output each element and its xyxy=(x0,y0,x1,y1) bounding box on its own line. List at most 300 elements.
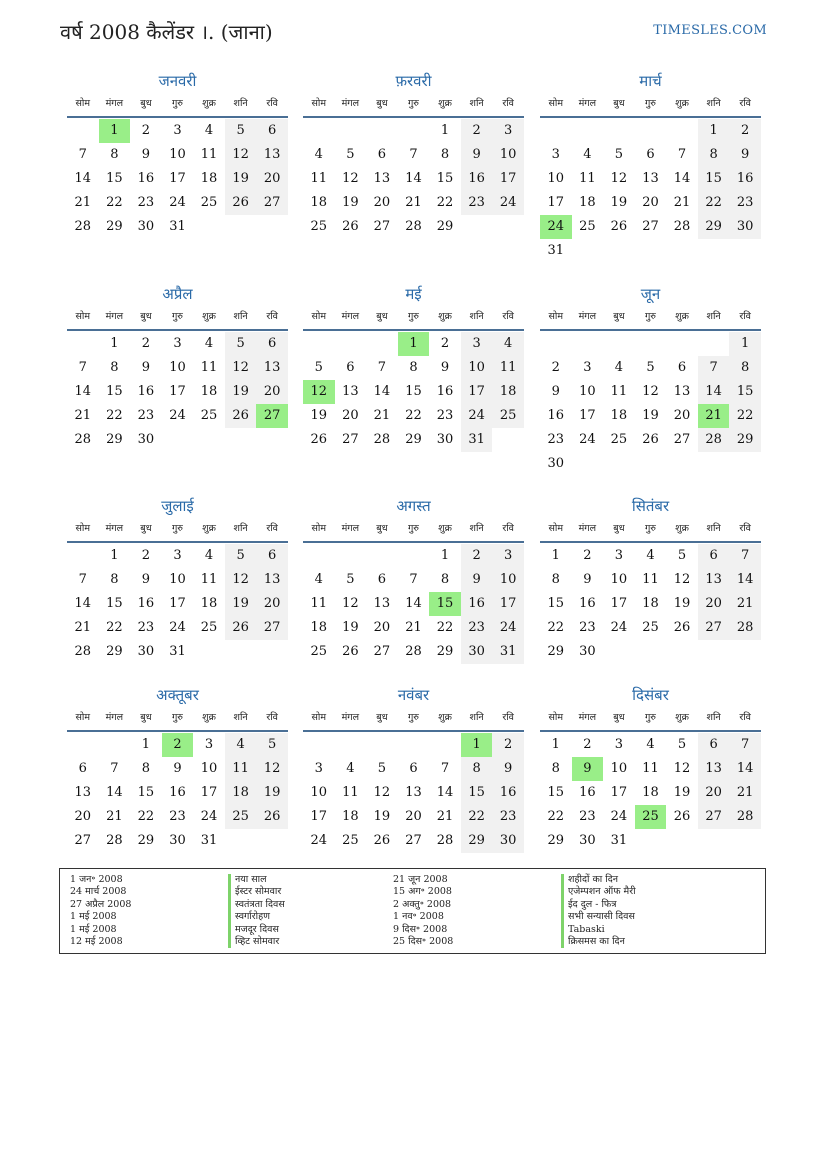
day-cell: 16 xyxy=(137,384,155,399)
empty-cell xyxy=(366,733,398,757)
legend-dates-left xyxy=(70,874,131,948)
day-cell: 20 xyxy=(373,195,391,210)
day-cell: 15 xyxy=(698,167,730,191)
day-cell: 2 xyxy=(141,336,151,351)
weekday-label: शुक्र xyxy=(202,98,216,109)
day-cell: 8 xyxy=(729,356,761,380)
day-cell: 19 xyxy=(225,380,257,404)
legend-names-right xyxy=(561,874,636,948)
month-block xyxy=(540,684,761,853)
weekday-label: शुक्र xyxy=(202,311,216,322)
day-cell: 25 xyxy=(200,195,218,210)
weekday-label: गुरु xyxy=(407,98,419,109)
day-cell: 13 xyxy=(373,171,391,186)
day-cell: 1 xyxy=(729,332,761,356)
day-cell: 6 xyxy=(646,147,655,162)
day-grid xyxy=(303,733,524,853)
day-cell: 18 xyxy=(342,809,359,824)
weekday-label: रवि xyxy=(739,311,751,322)
day-cell: 13 xyxy=(74,785,92,800)
weekday-header xyxy=(67,706,288,732)
day-cell: 13 xyxy=(256,356,288,380)
day-cell: 2 xyxy=(492,733,524,757)
weekday-label: शनि xyxy=(706,712,721,723)
empty-cell xyxy=(335,733,367,757)
day-cell: 28 xyxy=(106,833,123,848)
weekday-label: शुक्र xyxy=(438,311,452,322)
day-cell: 30 xyxy=(729,215,761,239)
day-cell: 15 xyxy=(106,171,123,186)
weekday-label: गुरु xyxy=(171,712,183,723)
month-block xyxy=(303,684,524,853)
empty-cell xyxy=(366,332,398,356)
day-cell: 2 xyxy=(141,123,151,138)
day-cell: 24 xyxy=(169,408,186,423)
day-cell: 11 xyxy=(200,572,218,587)
weekday-label: सोम xyxy=(548,98,564,109)
day-cell: 28 xyxy=(74,644,92,659)
day-cell: 16 xyxy=(169,785,186,800)
empty-cell xyxy=(603,332,635,356)
day-cell: 20 xyxy=(256,380,288,404)
empty-cell xyxy=(335,119,367,143)
weekday-label: मंगल xyxy=(341,311,360,322)
day-cell: 21 xyxy=(729,592,761,616)
legend-holiday-name: नया साल xyxy=(228,874,285,886)
day-cell: 27 xyxy=(373,219,391,234)
day-cell: 7 xyxy=(729,544,761,568)
day-cell: 30 xyxy=(579,644,596,659)
day-cell: 28 xyxy=(673,219,691,234)
day-cell: 27 xyxy=(698,805,730,829)
day-cell: 24 xyxy=(169,620,186,635)
weekday-label: बुध xyxy=(140,98,152,109)
weekday-label: गुरु xyxy=(644,523,656,534)
day-cell: 9 xyxy=(551,384,560,399)
day-cell: 1 xyxy=(698,119,730,143)
day-cell: 5 xyxy=(346,147,355,162)
day-cell: 8 xyxy=(551,572,560,587)
day-cell: 9 xyxy=(461,143,493,167)
day-cell: 23 xyxy=(579,809,596,824)
weekday-label: शनि xyxy=(706,98,721,109)
day-cell: 6 xyxy=(256,544,288,568)
legend-date: 24 मार्च 2008 xyxy=(70,886,127,898)
day-cell: 16 xyxy=(492,781,524,805)
weekday-header xyxy=(67,517,288,543)
day-cell: 28 xyxy=(729,616,761,640)
empty-cell xyxy=(540,119,572,143)
day-cell: 7 xyxy=(729,733,761,757)
legend-holiday-name: व्हिट सोमवार xyxy=(228,936,285,948)
weekday-label: सोम xyxy=(75,712,91,723)
weekday-label: मंगल xyxy=(105,523,124,534)
day-cell: 20 xyxy=(373,620,391,635)
page-title: वर्ष 2008 कैलेंडर ।. (जाना) xyxy=(60,20,273,44)
day-cell: 25 xyxy=(492,404,524,428)
day-cell: 14 xyxy=(436,785,454,800)
day-cell: 5 xyxy=(225,544,257,568)
weekday-label: गुरु xyxy=(407,311,419,322)
day-cell: 6 xyxy=(698,544,730,568)
day-cell: 3 xyxy=(551,147,560,162)
holiday-day: 12 xyxy=(303,380,335,404)
weekday-label: शुक्र xyxy=(438,712,452,723)
day-cell: 3 xyxy=(173,123,182,138)
day-cell: 12 xyxy=(373,785,391,800)
day-cell: 24 xyxy=(492,191,524,215)
day-cell: 6 xyxy=(377,572,387,587)
month-name: फ़रवरी xyxy=(395,72,432,90)
month-name: अगस्त xyxy=(396,497,431,515)
legend-date: 1 मई 2008 xyxy=(70,911,117,923)
day-cell: 7 xyxy=(78,147,87,162)
day-cell: 24 xyxy=(169,195,186,210)
legend-date: 9 दिस॰ 2008 xyxy=(393,923,448,935)
day-cell: 28 xyxy=(373,432,391,447)
day-cell: 26 xyxy=(225,191,257,215)
day-cell: 27 xyxy=(405,833,422,848)
holiday-day: 24 xyxy=(540,215,572,239)
day-cell: 4 xyxy=(314,572,323,587)
weekday-label: सोम xyxy=(75,523,91,534)
day-cell: 18 xyxy=(642,596,659,611)
day-cell: 20 xyxy=(698,592,730,616)
day-cell: 26 xyxy=(610,219,628,234)
day-cell: 12 xyxy=(642,384,659,399)
day-cell: 20 xyxy=(256,167,288,191)
day-grid xyxy=(67,332,288,452)
day-cell: 12 xyxy=(342,596,359,611)
day-cell: 3 xyxy=(614,737,624,752)
day-cell: 22 xyxy=(436,620,454,635)
day-cell: 11 xyxy=(642,572,659,587)
weekday-label: मंगल xyxy=(578,311,597,322)
empty-cell xyxy=(303,733,335,757)
day-cell: 7 xyxy=(409,147,418,162)
day-cell: 31 xyxy=(169,644,186,659)
weekday-label: शनि xyxy=(469,98,484,109)
day-cell: 11 xyxy=(310,171,328,186)
holiday-day: 27 xyxy=(256,404,288,428)
day-cell: 22 xyxy=(461,805,493,829)
weekday-label: बुध xyxy=(140,712,152,723)
month-name: सितंबर xyxy=(631,497,670,515)
legend-holiday-name: ईस्टर सोमवार xyxy=(228,886,285,898)
day-grid xyxy=(303,119,524,239)
day-cell: 31 xyxy=(461,428,493,452)
day-cell: 21 xyxy=(74,195,92,210)
day-cell: 17 xyxy=(610,785,628,800)
day-cell: 16 xyxy=(579,785,596,800)
day-cell: 5 xyxy=(256,733,288,757)
day-cell: 15 xyxy=(729,380,761,404)
day-cell: 29 xyxy=(698,215,730,239)
day-cell: 22 xyxy=(729,404,761,428)
day-cell: 18 xyxy=(200,384,218,399)
day-cell: 27 xyxy=(342,432,359,447)
empty-cell xyxy=(398,119,430,143)
day-cell: 5 xyxy=(614,147,624,162)
day-cell: 19 xyxy=(342,620,359,635)
day-cell: 29 xyxy=(106,644,123,659)
day-cell: 18 xyxy=(492,380,524,404)
day-cell: 26 xyxy=(642,432,659,447)
day-cell: 28 xyxy=(729,805,761,829)
day-cell: 10 xyxy=(310,785,328,800)
day-cell: 22 xyxy=(436,195,454,210)
day-cell: 17 xyxy=(461,380,493,404)
day-cell: 11 xyxy=(492,356,524,380)
day-cell: 12 xyxy=(610,171,628,186)
day-cell: 26 xyxy=(225,404,257,428)
day-cell: 7 xyxy=(677,147,687,162)
weekday-label: शनि xyxy=(469,311,484,322)
day-cell: 31 xyxy=(610,833,628,848)
empty-cell xyxy=(572,119,604,143)
weekday-label: रवि xyxy=(739,98,751,109)
day-cell: 2 xyxy=(461,544,493,568)
month-block xyxy=(67,684,288,853)
day-cell: 3 xyxy=(583,360,592,375)
day-cell: 17 xyxy=(169,596,186,611)
day-cell: 17 xyxy=(492,592,524,616)
day-cell: 20 xyxy=(698,781,730,805)
day-cell: 27 xyxy=(256,616,288,640)
day-cell: 5 xyxy=(677,548,687,563)
day-cell: 29 xyxy=(405,432,422,447)
day-cell: 30 xyxy=(547,456,565,471)
day-cell: 2 xyxy=(440,336,450,351)
day-cell: 23 xyxy=(492,805,524,829)
weekday-label: शुक्र xyxy=(675,712,689,723)
day-cell: 30 xyxy=(169,833,186,848)
day-cell: 9 xyxy=(141,572,151,587)
day-cell: 9 xyxy=(173,761,182,776)
day-cell: 14 xyxy=(106,785,123,800)
day-cell: 23 xyxy=(729,191,761,215)
day-cell: 30 xyxy=(137,219,155,234)
day-cell: 21 xyxy=(405,195,422,210)
legend-names-left xyxy=(228,874,285,948)
month-name: मई xyxy=(405,285,422,303)
day-cell: 14 xyxy=(698,380,730,404)
legend-holiday-name: एजेम्पशन ऑफ मैरी xyxy=(561,886,636,898)
legend-date: 15 अग॰ 2008 xyxy=(393,886,452,898)
weekday-label: रवि xyxy=(502,712,514,723)
holiday-day: 25 xyxy=(635,805,667,829)
day-cell: 18 xyxy=(225,781,257,805)
weekday-label: शुक्र xyxy=(675,523,689,534)
day-cell: 26 xyxy=(256,805,288,829)
weekday-label: शुक्र xyxy=(675,311,689,322)
month-block xyxy=(67,495,288,664)
site-link[interactable]: TIMESLES.COM xyxy=(653,23,767,38)
day-grid xyxy=(540,733,761,853)
weekday-label: बुध xyxy=(140,311,152,322)
day-cell: 13 xyxy=(256,143,288,167)
day-cell: 18 xyxy=(579,195,596,210)
month-name: नवंबर xyxy=(397,686,430,704)
empty-cell xyxy=(366,119,398,143)
weekday-label: शनि xyxy=(233,98,248,109)
day-cell: 31 xyxy=(547,243,565,258)
day-cell: 9 xyxy=(583,572,592,587)
weekday-label: बुध xyxy=(376,523,388,534)
weekday-label: मंगल xyxy=(341,523,360,534)
weekday-label: मंगल xyxy=(578,712,597,723)
empty-cell xyxy=(303,332,335,356)
day-cell: 9 xyxy=(440,360,450,375)
day-cell: 7 xyxy=(698,356,730,380)
day-cell: 20 xyxy=(342,408,359,423)
day-cell: 13 xyxy=(342,384,359,399)
weekday-header xyxy=(540,517,761,543)
day-cell: 19 xyxy=(642,408,659,423)
day-cell: 23 xyxy=(137,408,155,423)
day-cell: 15 xyxy=(137,785,155,800)
weekday-label: बुध xyxy=(613,98,625,109)
day-cell: 13 xyxy=(698,757,730,781)
day-cell: 12 xyxy=(673,761,691,776)
day-cell: 4 xyxy=(614,360,624,375)
day-cell: 10 xyxy=(492,568,524,592)
day-cell: 22 xyxy=(547,809,565,824)
legend-holiday-name: स्वर्गारोहण xyxy=(228,911,285,923)
weekday-header xyxy=(540,92,761,118)
day-cell: 21 xyxy=(673,195,691,210)
day-cell: 7 xyxy=(78,360,87,375)
day-cell: 12 xyxy=(342,171,359,186)
day-cell: 11 xyxy=(642,761,659,776)
weekday-label: मंगल xyxy=(578,523,597,534)
day-cell: 30 xyxy=(436,432,454,447)
day-cell: 26 xyxy=(310,432,328,447)
day-cell: 14 xyxy=(74,596,92,611)
day-cell: 21 xyxy=(74,408,92,423)
day-cell: 13 xyxy=(642,171,659,186)
day-cell: 8 xyxy=(440,147,450,162)
empty-cell xyxy=(67,544,99,568)
day-cell: 18 xyxy=(310,195,328,210)
day-cell: 18 xyxy=(200,596,218,611)
weekday-header xyxy=(303,92,524,118)
day-cell: 12 xyxy=(225,143,257,167)
day-cell: 3 xyxy=(461,332,493,356)
weekday-header xyxy=(303,517,524,543)
day-cell: 4 xyxy=(492,332,524,356)
day-cell: 19 xyxy=(225,592,257,616)
day-cell: 13 xyxy=(373,596,391,611)
empty-cell xyxy=(99,733,131,757)
day-cell: 8 xyxy=(698,143,730,167)
day-cell: 3 xyxy=(492,119,524,143)
month-name: जून xyxy=(640,285,661,303)
empty-cell xyxy=(335,544,367,568)
day-cell: 15 xyxy=(547,596,565,611)
day-cell: 3 xyxy=(204,737,214,752)
day-cell: 20 xyxy=(642,195,659,210)
day-cell: 30 xyxy=(137,644,155,659)
day-cell: 26 xyxy=(225,616,257,640)
day-cell: 10 xyxy=(169,572,186,587)
legend-dates-right xyxy=(393,874,453,948)
day-cell: 19 xyxy=(373,809,391,824)
day-cell: 14 xyxy=(405,171,422,186)
weekday-label: गुरु xyxy=(644,712,656,723)
day-cell: 24 xyxy=(461,404,493,428)
day-cell: 21 xyxy=(106,809,123,824)
day-cell: 22 xyxy=(405,408,422,423)
holiday-day: 2 xyxy=(162,733,194,757)
weekday-label: गुरु xyxy=(407,523,419,534)
legend-date: 1 मई 2008 xyxy=(70,923,117,935)
day-cell: 14 xyxy=(74,384,92,399)
weekday-label: गुरु xyxy=(407,712,419,723)
day-cell: 18 xyxy=(642,785,659,800)
day-cell: 29 xyxy=(106,432,123,447)
month-block xyxy=(540,70,761,263)
day-cell: 3 xyxy=(314,761,323,776)
weekday-header xyxy=(303,305,524,331)
day-cell: 14 xyxy=(729,757,761,781)
day-cell: 8 xyxy=(110,572,119,587)
weekday-label: बुध xyxy=(613,523,625,534)
day-cell: 17 xyxy=(169,171,186,186)
day-cell: 12 xyxy=(225,568,257,592)
day-cell: 26 xyxy=(673,620,691,635)
day-cell: 24 xyxy=(610,809,628,824)
day-cell: 5 xyxy=(225,332,257,356)
weekday-label: मंगल xyxy=(341,712,360,723)
day-cell: 8 xyxy=(461,757,493,781)
day-cell: 8 xyxy=(409,360,418,375)
day-cell: 22 xyxy=(137,809,155,824)
weekday-label: रवि xyxy=(266,98,278,109)
day-cell: 28 xyxy=(436,833,454,848)
day-cell: 14 xyxy=(373,384,391,399)
legend-holiday-name: मजदूर दिवस xyxy=(228,924,285,936)
day-cell: 1 xyxy=(551,548,560,563)
day-cell: 19 xyxy=(225,167,257,191)
weekday-label: रवि xyxy=(502,311,514,322)
day-cell: 17 xyxy=(492,167,524,191)
day-cell: 19 xyxy=(342,195,359,210)
day-cell: 5 xyxy=(314,360,323,375)
day-cell: 12 xyxy=(673,572,691,587)
day-cell: 21 xyxy=(373,408,391,423)
day-cell: 4 xyxy=(646,737,655,752)
day-cell: 1 xyxy=(440,548,450,563)
weekday-label: बुध xyxy=(376,98,388,109)
empty-cell xyxy=(666,119,698,143)
day-cell: 24 xyxy=(310,833,328,848)
weekday-label: शनि xyxy=(233,712,248,723)
day-cell: 25 xyxy=(310,644,328,659)
day-cell: 29 xyxy=(547,833,565,848)
day-cell: 28 xyxy=(405,644,422,659)
month-name: जुलाई xyxy=(161,497,194,515)
day-cell: 22 xyxy=(547,620,565,635)
holiday-day: 9 xyxy=(572,757,604,781)
day-cell: 2 xyxy=(141,548,151,563)
weekday-label: मंगल xyxy=(578,98,597,109)
legend-holiday-name: स्वतंत्रता दिवस xyxy=(228,899,285,911)
legend-holiday-name: शहीदों का दिन xyxy=(561,874,636,886)
holiday-day: 1 xyxy=(398,332,430,356)
month-block xyxy=(303,283,524,452)
day-cell: 15 xyxy=(547,785,565,800)
